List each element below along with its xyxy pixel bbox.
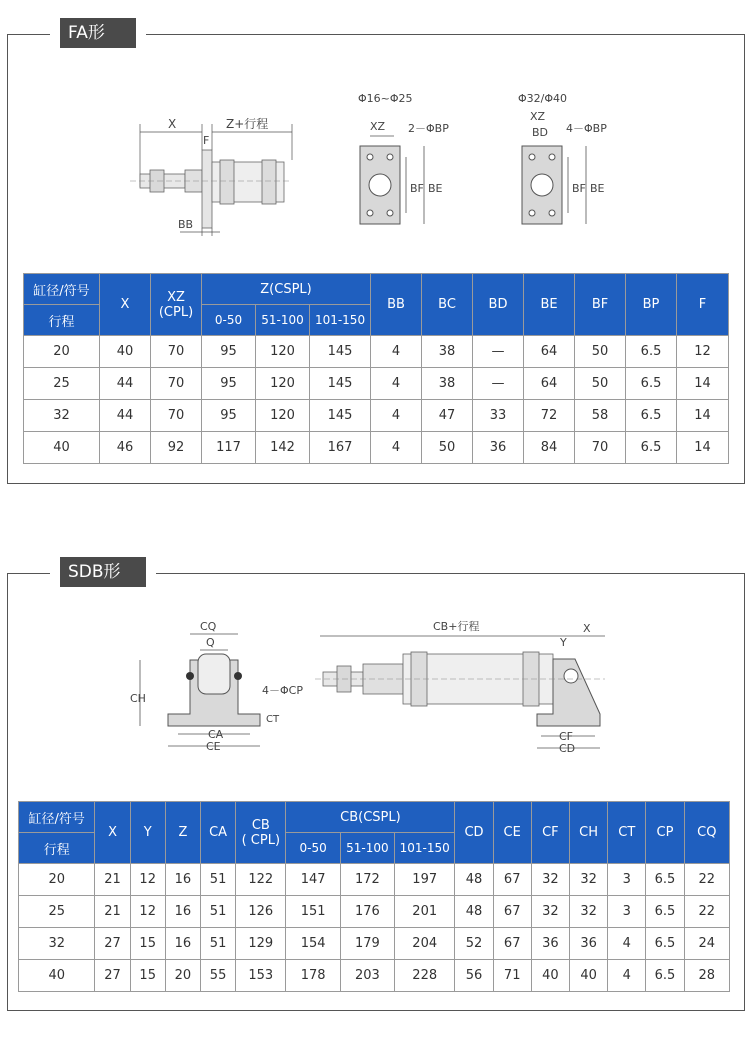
sdb-table-cell: 55 bbox=[200, 960, 235, 992]
fa-table-cell: — bbox=[473, 368, 524, 400]
sdb-table-cell: 201 bbox=[395, 896, 455, 928]
fa-bb-label: BB bbox=[178, 218, 194, 231]
fa-table-cell: 120 bbox=[256, 400, 310, 432]
fa-table-cell: 44 bbox=[100, 400, 151, 432]
fa-table-cell: 44 bbox=[100, 368, 151, 400]
sdb-table-cell: 4 bbox=[608, 960, 646, 992]
sdb-table-cell: 71 bbox=[493, 960, 531, 992]
fa-x-label: X bbox=[168, 117, 177, 131]
fa-header-range3: 101-150 bbox=[310, 305, 371, 336]
fa-plate-small-drawing bbox=[340, 88, 460, 248]
sdb-table-cell: 129 bbox=[236, 928, 286, 960]
sdb-table-cell: 52 bbox=[455, 928, 493, 960]
fa-hole-label: 2－ΦBP bbox=[408, 122, 449, 135]
fa-header-xz: XZ (CPL) bbox=[151, 274, 202, 336]
fa-table-cell: 38 bbox=[422, 336, 473, 368]
sdb-table-cell: 16 bbox=[165, 864, 200, 896]
fa-table-cell: 120 bbox=[256, 368, 310, 400]
sdb-header-cp: CP bbox=[646, 802, 684, 864]
sdb-table-cell: 67 bbox=[493, 896, 531, 928]
fa-be2-label: BE bbox=[590, 182, 605, 195]
fa-table-cell: 70 bbox=[151, 336, 202, 368]
fa-header-bb: BB bbox=[371, 274, 422, 336]
sdb-table-cell: 36 bbox=[570, 928, 608, 960]
sdb-header-cb-cspl: CB(CSPL) bbox=[286, 802, 455, 833]
sdb-cylinder-drawing bbox=[315, 614, 615, 764]
fa-table-cell: 70 bbox=[575, 432, 626, 464]
sdb-table-cell: 22 bbox=[684, 896, 729, 928]
fa-table-cell: 70 bbox=[151, 400, 202, 432]
sdb-header-cd: CD bbox=[455, 802, 493, 864]
fa-header-f: F bbox=[677, 274, 729, 336]
fa-f-label: F bbox=[203, 134, 210, 147]
fa-table-cell: 47 bbox=[422, 400, 473, 432]
fa-table-cell: 4 bbox=[371, 336, 422, 368]
fa-table-cell: 32 bbox=[24, 400, 100, 432]
sdb-table-cell: 20 bbox=[19, 864, 95, 896]
fa-table-cell: 84 bbox=[524, 432, 575, 464]
sdb-header-bore: 缸径/符号 bbox=[19, 802, 95, 833]
fa-table-cell: 70 bbox=[151, 368, 202, 400]
fa-be-label: BE bbox=[428, 182, 443, 195]
sdb-table-cell: 15 bbox=[130, 928, 165, 960]
sdb-y-label: Y bbox=[560, 636, 567, 649]
sdb-table-cell: 4 bbox=[608, 928, 646, 960]
fa-table-cell: 95 bbox=[202, 336, 256, 368]
sdb-table-cell: 126 bbox=[236, 896, 286, 928]
sdb-cd-label: CD bbox=[559, 742, 576, 755]
fa-table-cell: 6.5 bbox=[626, 368, 677, 400]
sdb-table-cell: 147 bbox=[286, 864, 340, 896]
sdb-table-cell: 20 bbox=[165, 960, 200, 992]
fa-table-cell: 4 bbox=[371, 432, 422, 464]
fa-header-range1: 0-50 bbox=[202, 305, 256, 336]
sdb-table-cell: 154 bbox=[286, 928, 340, 960]
fa-table-row bbox=[24, 368, 729, 400]
sdb-table-cell: 3 bbox=[608, 864, 646, 896]
fa-size-small-label: Φ16~Φ25 bbox=[358, 92, 413, 105]
sdb-ct-label: CT bbox=[266, 714, 280, 725]
sdb-table-cell: 172 bbox=[340, 864, 394, 896]
sdb-table-cell: 32 bbox=[531, 864, 569, 896]
fa-table-cell: 4 bbox=[371, 400, 422, 432]
sdb-cf-label: CF bbox=[559, 730, 574, 743]
sdb-table-cell: 16 bbox=[165, 928, 200, 960]
fa-header-range2: 51-100 bbox=[256, 305, 310, 336]
fa-table-cell: 40 bbox=[100, 336, 151, 368]
fa-table-cell: 25 bbox=[24, 368, 100, 400]
sdb-table-cell: 27 bbox=[95, 928, 130, 960]
sdb-spec-table bbox=[18, 801, 730, 992]
fa-table-cell: 33 bbox=[473, 400, 524, 432]
sdb-table-cell: 122 bbox=[236, 864, 286, 896]
fa-table-cell: 6.5 bbox=[626, 400, 677, 432]
fa-xz2-label: XZ bbox=[530, 110, 546, 123]
sdb-header-range3: 101-150 bbox=[395, 833, 455, 864]
sdb-table-cell: 179 bbox=[340, 928, 394, 960]
sdb-table-cell: 6.5 bbox=[646, 864, 684, 896]
fa-size-large-label: Φ32/Φ40 bbox=[518, 92, 568, 105]
sdb-header-stroke: 行程 bbox=[19, 833, 95, 864]
sdb-table-cell: 56 bbox=[455, 960, 493, 992]
fa-table-cell: 4 bbox=[371, 368, 422, 400]
sdb-header-y: Y bbox=[130, 802, 165, 864]
sdb-table-row bbox=[19, 928, 730, 960]
fa-table-cell: 46 bbox=[100, 432, 151, 464]
fa-table-cell: 38 bbox=[422, 368, 473, 400]
sdb-header-cf: CF bbox=[531, 802, 569, 864]
sdb-table-row bbox=[19, 896, 730, 928]
fa-spec-table bbox=[23, 273, 729, 464]
sdb-header-cb: CB ( CPL) bbox=[236, 802, 286, 864]
fa-bf2-label: BF bbox=[572, 182, 586, 195]
sdb-table-cell: 178 bbox=[286, 960, 340, 992]
fa-xz-label: XZ bbox=[370, 120, 386, 133]
fa-table-cell: 6.5 bbox=[626, 432, 677, 464]
fa-table-cell: 145 bbox=[310, 368, 371, 400]
sdb-header-ca: CA bbox=[200, 802, 235, 864]
sdb-cb-stroke-label: CB+行程 bbox=[433, 620, 480, 633]
sdb-cq-label: CQ bbox=[200, 620, 217, 633]
fa-table-cell: 92 bbox=[151, 432, 202, 464]
sdb-header-ce: CE bbox=[493, 802, 531, 864]
sdb-ca-label: CA bbox=[208, 728, 224, 741]
fa-table-cell: 95 bbox=[202, 400, 256, 432]
fa-table-cell: 50 bbox=[575, 368, 626, 400]
sdb-table-cell: 51 bbox=[200, 928, 235, 960]
fa-table-cell: 6.5 bbox=[626, 336, 677, 368]
fa-header-be: BE bbox=[524, 274, 575, 336]
sdb-table-cell: 40 bbox=[531, 960, 569, 992]
sdb-table-cell: 12 bbox=[130, 896, 165, 928]
sdb-table-cell: 48 bbox=[455, 896, 493, 928]
sdb-table-cell: 28 bbox=[684, 960, 729, 992]
fa-header-z: Z(CSPL) bbox=[202, 274, 371, 305]
sdb-table-cell: 48 bbox=[455, 864, 493, 896]
fa-header-stroke: 行程 bbox=[24, 305, 100, 336]
sdb-table-cell: 228 bbox=[395, 960, 455, 992]
sdb-table-cell: 51 bbox=[200, 864, 235, 896]
fa-table-cell: 50 bbox=[422, 432, 473, 464]
fa-side-view-drawing bbox=[120, 112, 300, 242]
sdb-table-cell: 21 bbox=[95, 896, 130, 928]
sdb-ce-label: CE bbox=[206, 740, 221, 753]
fa-table-cell: 14 bbox=[677, 368, 729, 400]
sdb-hole-label: 4－ΦCP bbox=[262, 684, 303, 697]
sdb-header-x: X bbox=[95, 802, 130, 864]
fa-table-cell: 40 bbox=[24, 432, 100, 464]
fa-plate-large-drawing bbox=[498, 88, 628, 248]
fa-table-cell: 142 bbox=[256, 432, 310, 464]
sdb-table-row bbox=[19, 864, 730, 896]
fa-table-cell: 14 bbox=[677, 400, 729, 432]
fa-table-cell: 20 bbox=[24, 336, 100, 368]
fa-table-cell: 50 bbox=[575, 336, 626, 368]
sdb-table-cell: 22 bbox=[684, 864, 729, 896]
fa-section-title: FA形 bbox=[60, 18, 136, 48]
sdb-table-cell: 15 bbox=[130, 960, 165, 992]
sdb-table-cell: 176 bbox=[340, 896, 394, 928]
fa-table-cell: 64 bbox=[524, 368, 575, 400]
fa-hole4-label: 4－ΦBP bbox=[566, 122, 607, 135]
sdb-table-cell: 25 bbox=[19, 896, 95, 928]
fa-bd-label: BD bbox=[532, 126, 549, 139]
sdb-table-cell: 6.5 bbox=[646, 960, 684, 992]
sdb-table-cell: 27 bbox=[95, 960, 130, 992]
sdb-section-title: SDB形 bbox=[60, 557, 146, 587]
sdb-header-cq: CQ bbox=[684, 802, 729, 864]
fa-table-cell: — bbox=[473, 336, 524, 368]
fa-table-cell: 14 bbox=[677, 432, 729, 464]
fa-table-row bbox=[24, 400, 729, 432]
sdb-x-label: X bbox=[583, 622, 591, 635]
fa-table-cell: 36 bbox=[473, 432, 524, 464]
sdb-table-row bbox=[19, 960, 730, 992]
sdb-table-cell: 197 bbox=[395, 864, 455, 896]
sdb-header-range2: 51-100 bbox=[340, 833, 394, 864]
sdb-table-cell: 24 bbox=[684, 928, 729, 960]
fa-header-bp: BP bbox=[626, 274, 677, 336]
sdb-table-cell: 67 bbox=[493, 928, 531, 960]
sdb-table-cell: 151 bbox=[286, 896, 340, 928]
fa-table-cell: 95 bbox=[202, 368, 256, 400]
sdb-table-cell: 16 bbox=[165, 896, 200, 928]
fa-bf-label: BF bbox=[410, 182, 424, 195]
sdb-table-cell: 21 bbox=[95, 864, 130, 896]
sdb-bracket-drawing bbox=[128, 614, 318, 764]
fa-table-cell: 120 bbox=[256, 336, 310, 368]
fa-table-cell: 72 bbox=[524, 400, 575, 432]
sdb-table-cell: 40 bbox=[19, 960, 95, 992]
sdb-table-cell: 32 bbox=[570, 896, 608, 928]
sdb-table-cell: 153 bbox=[236, 960, 286, 992]
fa-table-row bbox=[24, 336, 729, 368]
fa-table-cell: 12 bbox=[677, 336, 729, 368]
sdb-ch-label: CH bbox=[130, 692, 146, 705]
sdb-header-z: Z bbox=[165, 802, 200, 864]
fa-table-cell: 117 bbox=[202, 432, 256, 464]
sdb-table-cell: 32 bbox=[570, 864, 608, 896]
sdb-q-label: Q bbox=[206, 636, 215, 649]
sdb-table-cell: 51 bbox=[200, 896, 235, 928]
fa-table-cell: 58 bbox=[575, 400, 626, 432]
fa-table-row bbox=[24, 432, 729, 464]
sdb-table-cell: 32 bbox=[531, 896, 569, 928]
fa-z-stroke-label: Z+行程 bbox=[226, 117, 269, 131]
sdb-table-cell: 6.5 bbox=[646, 928, 684, 960]
sdb-table-cell: 6.5 bbox=[646, 896, 684, 928]
sdb-table-cell: 32 bbox=[19, 928, 95, 960]
sdb-table-cell: 204 bbox=[395, 928, 455, 960]
fa-table-cell: 167 bbox=[310, 432, 371, 464]
fa-header-bore: 缸径/符号 bbox=[24, 274, 100, 305]
sdb-header-ct: CT bbox=[608, 802, 646, 864]
sdb-table-cell: 40 bbox=[570, 960, 608, 992]
sdb-table-cell: 12 bbox=[130, 864, 165, 896]
sdb-table-cell: 67 bbox=[493, 864, 531, 896]
fa-header-bc: BC bbox=[422, 274, 473, 336]
sdb-table-cell: 203 bbox=[340, 960, 394, 992]
fa-table-cell: 145 bbox=[310, 336, 371, 368]
sdb-header-range1: 0-50 bbox=[286, 833, 340, 864]
fa-header-bd: BD bbox=[473, 274, 524, 336]
fa-table-cell: 64 bbox=[524, 336, 575, 368]
sdb-header-ch: CH bbox=[570, 802, 608, 864]
sdb-table-cell: 36 bbox=[531, 928, 569, 960]
sdb-table-cell: 3 bbox=[608, 896, 646, 928]
fa-header-bf: BF bbox=[575, 274, 626, 336]
fa-header-x: X bbox=[100, 274, 151, 336]
fa-table-cell: 145 bbox=[310, 400, 371, 432]
